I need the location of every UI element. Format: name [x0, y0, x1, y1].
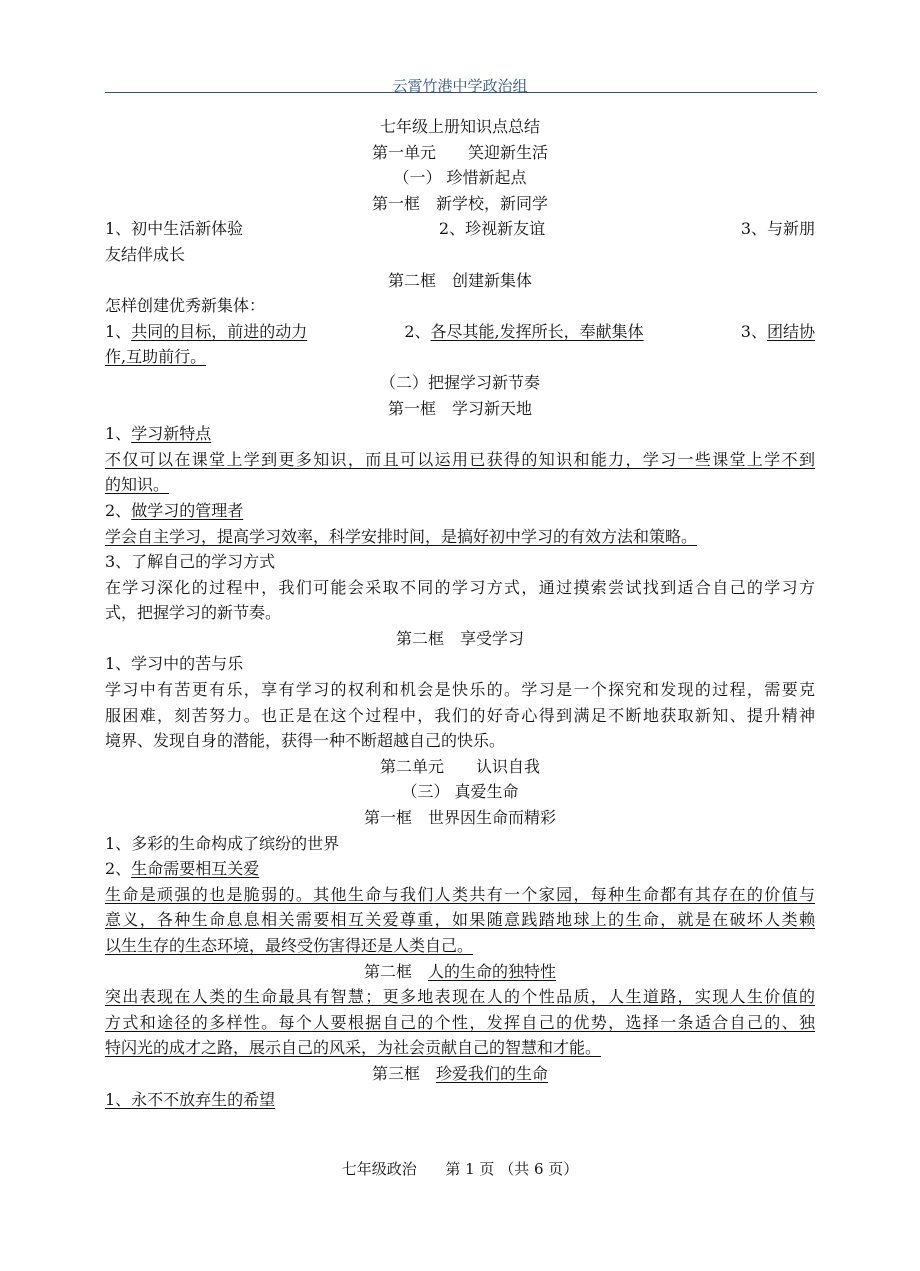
text-line: 学习中有苦更有乐，享有学习的权利和机会是快乐的。学习是一个探究和发现的过程，需要克: [105, 680, 815, 700]
header-rule: [105, 92, 817, 93]
text-line: 不仅可以在课堂上学到更多知识，而且可以运用已获得的知识和能力，学习一些课堂上学不到: [105, 449, 815, 469]
text-line: 突出表现在人类的生命最具有智慧；更多地表现在人的个性品质，人生道路，实现人生价值的: [105, 987, 815, 1007]
frame-heading: 第一框 新学校，新同学: [371, 193, 548, 213]
unit-heading: 第一单元 笑迎新生活: [371, 142, 548, 162]
points-row: [105, 319, 815, 345]
point-item: 2、各尽其能,发挥所长，奉献集体: [404, 321, 644, 341]
point-heading: 1、学习新特点: [105, 424, 212, 444]
frame-heading: 第二框 享受学习: [395, 628, 524, 648]
frame-heading: 第一框 世界因生命而精彩: [363, 808, 556, 828]
footer-page-number: 第 1 页 （共 6 页）: [445, 1160, 579, 1178]
section-heading: （三） 真爱生命: [401, 782, 519, 802]
point-heading: 2、生命需要相互关爱: [105, 859, 260, 879]
text-line: 在学习深化的过程中，我们可能会采取不同的学习方式，通过摸索尝试找到适合自己的学习方: [105, 577, 815, 597]
text-line: 生命是顽强的也是脆弱的。其他生命与我们人类共有一个家园，每种生命都有其存在的价值与: [105, 884, 815, 904]
point-heading: 2、做学习的管理者: [105, 500, 244, 520]
point-heading: 1、永不不放弃生的希望: [105, 1089, 276, 1109]
page-header: 云霄竹港中学政治组: [392, 77, 528, 95]
text-line: 怎样创建优秀新集体：: [105, 296, 266, 316]
doc-title: 七年级上册知识点总结: [379, 117, 540, 136]
page-footer: [0, 1158, 920, 1179]
text-line: 意义，各种生命息息相关需要相互关爱尊重，如果随意践踏地球上的生命，就是在破坏人类赖: [105, 910, 815, 930]
unit-heading: 第二单元 认识自我: [379, 756, 540, 776]
point-item: 3、团结协: [740, 321, 815, 341]
frame-heading: 第二框 创建新集体: [387, 270, 532, 290]
frame-heading: 第三框 珍爱我们的生命: [371, 1063, 549, 1083]
text-line: 方式和途径的多样性。每个人要根据自己的个性，发挥自己的优势，选择一条适合自己的、独: [105, 1012, 815, 1032]
text-line: 的知识。: [105, 475, 170, 495]
text-line: 学会自主学习，提高学习效率，科学安排时间，是搞好初中学习的有效方法和策略。: [105, 526, 698, 546]
footer-course: 七年级政治: [341, 1160, 417, 1178]
point-heading: 1、学习中的苦与乐: [105, 654, 244, 674]
points-row: [105, 216, 815, 242]
document-body: [105, 114, 815, 1112]
section-heading: （一） 珍惜新起点: [393, 168, 527, 188]
point-item: 1、共同的目标，前进的动力: [105, 321, 308, 341]
section-heading: （二）把握学习新节奏: [379, 372, 540, 392]
text-line: 境界、发现自身的潜能，获得一种不断超越自己的快乐。: [105, 731, 506, 751]
point-item: 3、与新朋: [740, 219, 815, 239]
text-line: 服困难，刻苦努力。也正是在这个过程中，我们的好奇心得到满足不断地获取新知、提升精神: [105, 705, 815, 725]
text-line: 友结伴成长: [105, 244, 186, 264]
point-heading: 3、了解自己的学习方式: [105, 552, 276, 572]
text-line: 以生生存的生态环境，最终受伤害得还是人类自己。: [105, 936, 474, 955]
frame-heading: 第一框 学习新天地: [387, 398, 532, 418]
text-line: 作,互助前行。: [105, 347, 207, 367]
frame-heading: 第二框 人的生命的独特性: [363, 961, 557, 981]
point-item: 2、珍视新友谊: [438, 219, 546, 239]
point-item: 1、初中生活新体验: [105, 219, 244, 239]
text-line: 式，把握学习的新节奏。: [105, 603, 282, 623]
text-line: 特闪光的成才之路，展示自己的风采，为社会贡献自己的智慧和才能。: [105, 1038, 602, 1058]
point-heading: 1、多彩的生命构成了缤纷的世界: [105, 833, 340, 853]
